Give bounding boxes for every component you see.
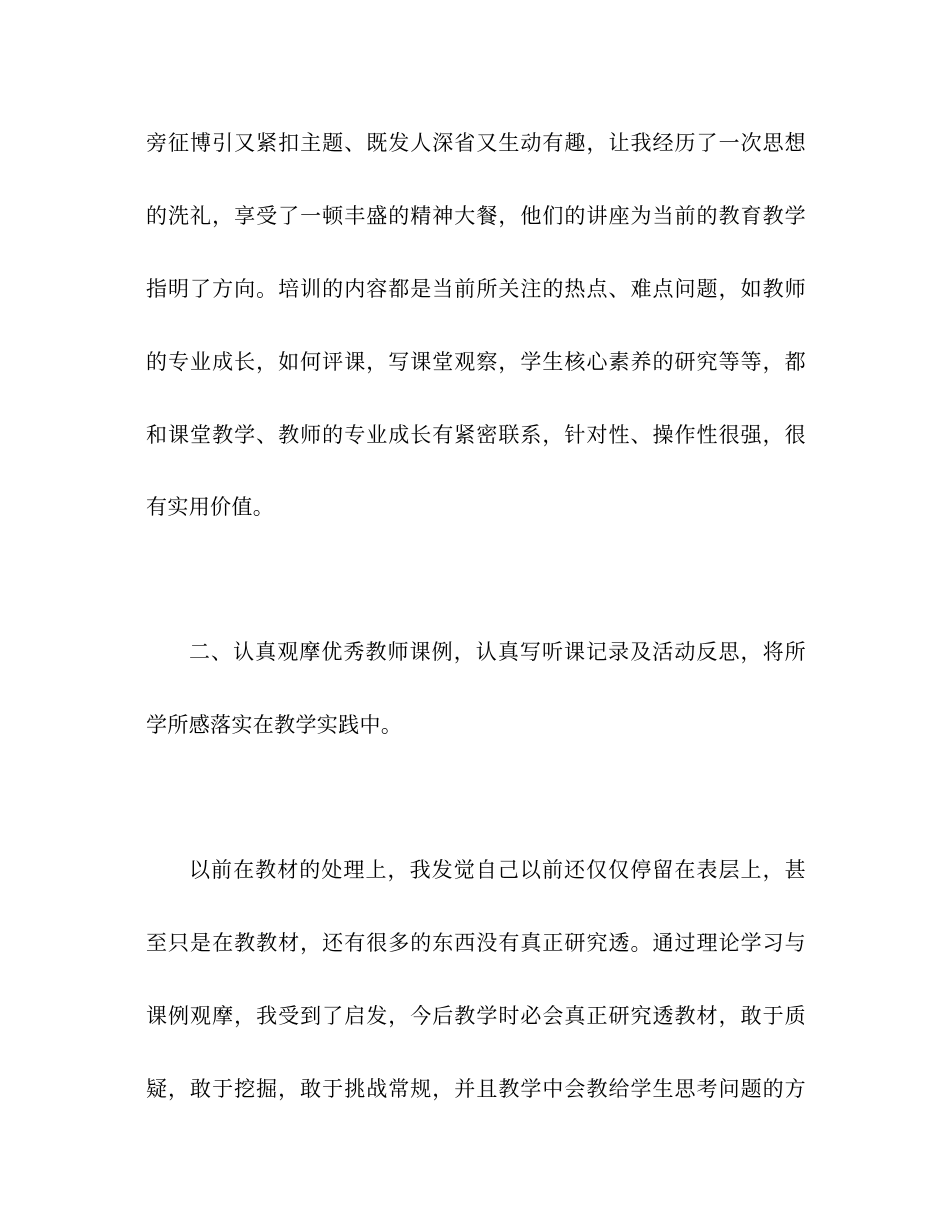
text-line: 课例观摩，我受到了启发，今后教学时必会真正研究透教材，敢于质 <box>146 1004 806 1028</box>
text-line: 和课堂教学、教师的专业成长有紧密联系，针对性、操作性很强，很 <box>146 423 806 447</box>
text-line: 的专业成长，如何评课，写课堂观察，学生核心素养的研究等等，都 <box>146 350 806 374</box>
text-line: 疑，敢于挖掘，敢于挑战常规，并且教学中会教给学生思考问题的方 <box>146 1077 806 1101</box>
text-line: 有实用价值。 <box>146 495 275 519</box>
text-line: 二、认真观摩优秀教师课例，认真写听课记录及活动反思，将所 <box>189 640 806 664</box>
text-line: 至只是在教教材，还有很多的东西没有真正研究透。通过理论学习与 <box>146 931 806 955</box>
text-line: 旁征博引又紧扣主题、既发人深省又生动有趣，让我经历了一次思想 <box>146 131 806 155</box>
text-line: 指明了方向。培训的内容都是当前所关注的热点、难点问题，如教师 <box>146 277 806 301</box>
text-line: 以前在教材的处理上，我发觉自己以前还仅仅停留在表层上，甚 <box>189 858 806 882</box>
text-line: 的洗礼，享受了一顿丰盛的精神大餐，他们的讲座为当前的教育教学 <box>146 204 806 228</box>
text-line: 学所感落实在教学实践中。 <box>146 713 403 737</box>
